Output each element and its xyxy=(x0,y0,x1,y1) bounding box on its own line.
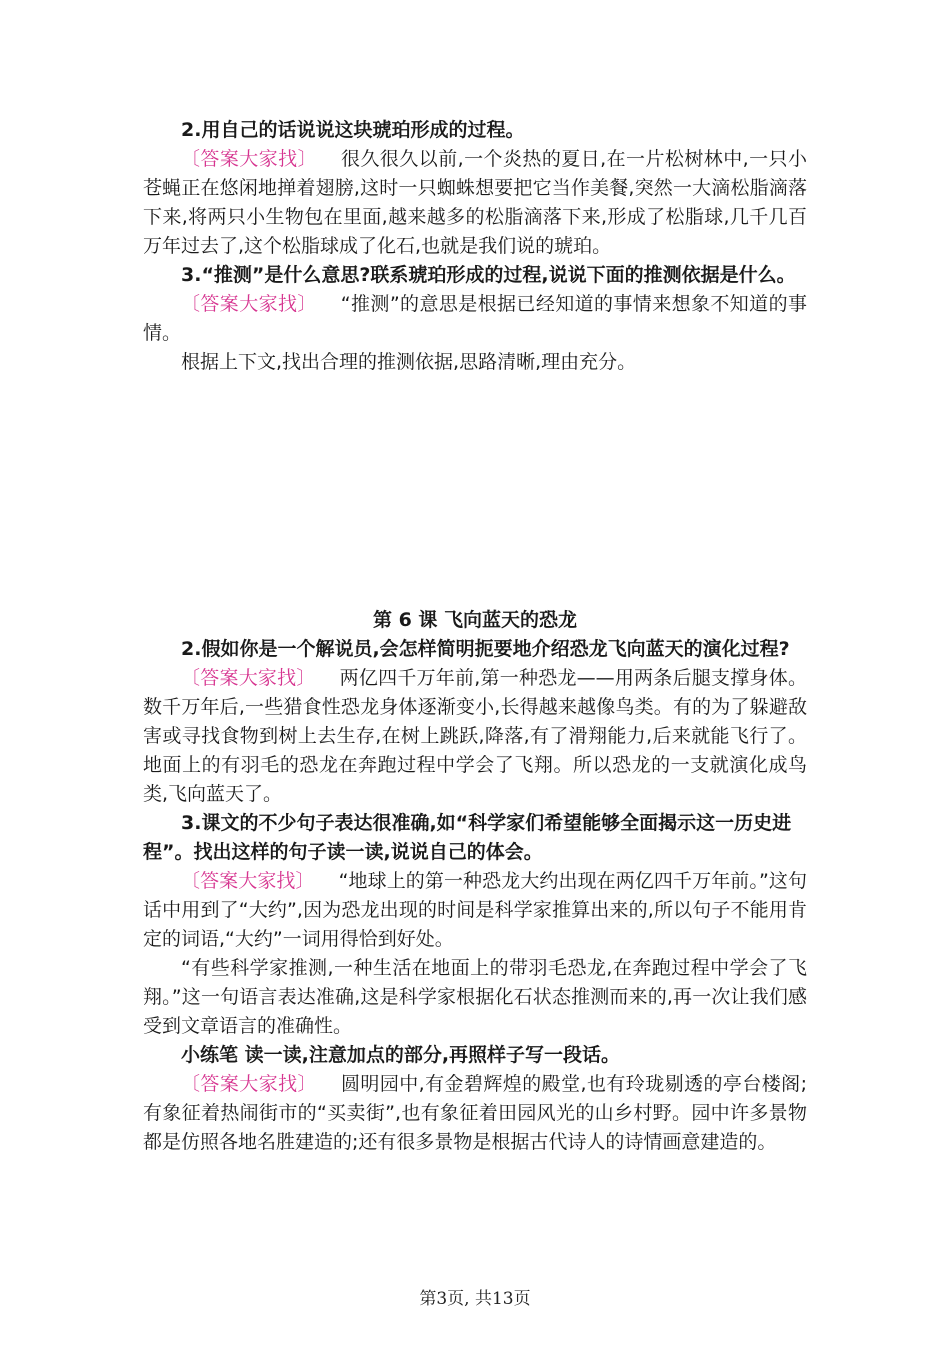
page-footer: 第3页, 共13页 xyxy=(419,1289,531,1309)
answer-label: 〔答案大家找〕 xyxy=(181,1073,317,1095)
section-amber xyxy=(143,116,807,377)
practice-question: 小练笔 读一读,注意加点的部分,再照样子写一段话。 xyxy=(181,1044,621,1066)
answer-text: 圆明园中,有金碧辉煌的殿堂,也有玲珑剔透的亭台楼阁;有象征着热闹街市的“买卖街”,也有象征着田园风光的山乡村野。园中许多景物都是仿照各地名胜建造的;还有很多景物是根据古代诗人的诗情画意建造的。 xyxy=(143,1073,807,1153)
answer-label: 〔答案大家找〕 xyxy=(181,667,316,689)
answer-text: “地球上的第一种恐龙大约出现在两亿四千万年前。”这句话中用到了“大约”,因为恐龙出现的时间是科学家推算出来的,所以句子不能用肯定的词语,“大约”一词用得恰到好处。 xyxy=(143,870,807,950)
lesson-title: 第 6 课 飞向蓝天的恐龙 xyxy=(372,609,578,631)
question-3: 3.“推测”是什么意思?联系琥珀形成的过程,说说下面的推测依据是什么。 xyxy=(181,264,796,286)
answer-label: 〔答案大家找〕 xyxy=(181,148,318,170)
answer-2 xyxy=(143,664,807,809)
question-2: 2.用自己的话说说这块琥珀形成的过程。 xyxy=(181,119,525,141)
answer-3 xyxy=(143,867,807,954)
question-3: 3.课文的不少句子表达很准确,如“科学家们希望能够全面揭示这一历史进程”。找出这样的句子读一读,说说自己的体会。 xyxy=(143,812,792,863)
answer-3 xyxy=(143,290,807,348)
answer-text: 两亿四千万年前,第一种恐龙——用两条后腿支撑身体。数千万年后,一些猎食性恐龙身体逐渐变小,长得越来越像鸟类。有的为了躲避敌害或寻找食物到树上去生存,在树上跳跃,降落,有了滑翔能力,后来就能飞行了。地面上的有羽毛的恐龙在奔跑过程中学会了飞翔。所以恐龙的一支就演化成鸟类,飞向蓝天了。 xyxy=(143,667,807,805)
answer-text: 很久很久以前,一个炎热的夏日,在一片松树林中,一只小苍蝇正在悠闲地掸着翅膀,这时一只蜘蛛想要把它当作美餐,突然一大滴松脂滴落下来,将两只小生物包在里面,越来越多的松脂滴落下来,形成了松脂球,几千几百万年过去了,这个松脂球成了化石,也就是我们说的琥珀。 xyxy=(143,148,807,257)
answer-2 xyxy=(143,145,807,261)
answer-3-extra: 根据上下文,找出合理的推测依据,思路清晰,理由充分。 xyxy=(181,351,637,373)
practice-answer xyxy=(143,1070,807,1157)
answer-label: 〔答案大家找〕 xyxy=(181,293,317,315)
answer-label: 〔答案大家找〕 xyxy=(181,870,315,892)
answer-3-extra: “有些科学家推测,一种生活在地面上的带羽毛恐龙,在奔跑过程中学会了飞翔。”这一句语言表达准确,这是科学家根据化石状态推测而来的,再一次让我们感受到文章语言的准确性。 xyxy=(143,957,807,1037)
answer-text: “推测”的意思是根据已经知道的事情来想象不知道的事情。 xyxy=(143,293,807,344)
question-2: 2.假如你是一个解说员,会怎样简明扼要地介绍恐龙飞向蓝天的演化过程? xyxy=(181,638,790,660)
section-dinosaur xyxy=(143,606,807,1157)
